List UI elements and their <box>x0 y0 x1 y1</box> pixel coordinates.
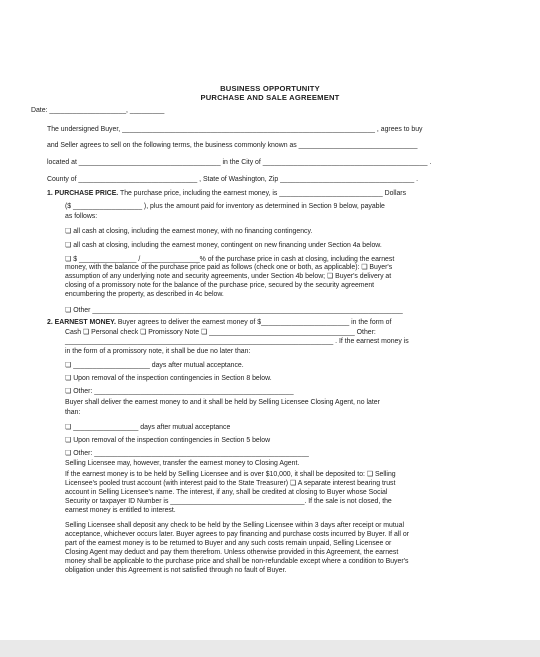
line-text: Date: ____________________, _________ <box>31 107 165 114</box>
document-line <box>65 522 404 530</box>
document-line <box>65 374 272 383</box>
line-text: account in Selling Licensee's name. The interest, if any, shall be credited at closing to Buyer whose Social <box>65 489 388 496</box>
line-text: Other: ____________________________________________________ <box>71 388 294 395</box>
document-line <box>65 567 286 575</box>
document-line <box>65 471 396 479</box>
document-line <box>65 423 230 432</box>
document-line <box>65 540 391 548</box>
line-text: Other: ________________________________________________________ <box>71 450 309 457</box>
line-text: as follows: <box>65 213 98 220</box>
document-line <box>65 387 294 396</box>
document-line <box>47 319 391 327</box>
document-line <box>65 329 376 337</box>
document-line <box>65 213 97 221</box>
line-text: and Seller agrees to sell on the following terms, the business commonly known as _______________________________ <box>47 142 418 149</box>
line-text: acceptance, whichever occurs later. Buyer agrees to pay financing and purchase costs incurred by Buyer. If all or <box>65 531 409 538</box>
line-text: part of the earnest money is to be returned to Buyer and any such costs remain unpaid, Selling Licensee or <box>65 540 392 547</box>
line-text: _________________ days after mutual acceptance <box>71 424 231 431</box>
document-line <box>65 203 385 211</box>
line-text: than: <box>65 409 81 416</box>
document-title: BUSINESS OPPORTUNITY <box>220 84 320 93</box>
document-line <box>65 361 244 370</box>
document-line <box>65 531 409 539</box>
line-text: Buyer agrees to deliver the earnest money of $_______________________ in the form of <box>115 319 392 326</box>
document-line <box>65 489 387 497</box>
line-text: If the earnest money is to be held by Selling Licensee and is over $10,000, it shall be deposited to: ❏ Selling <box>65 471 396 478</box>
document-line <box>65 264 392 272</box>
line-text: Closing Agent may deduct and pay them therefrom. Unless otherwise provided in this Agreement, the earnest <box>65 549 399 556</box>
line-text: assumption of any underlying note and security agreements, under Section 4b below; ❏ Buyer's delivery at <box>65 273 392 280</box>
document-line <box>65 460 299 468</box>
line-text: Other _________________________________________________________________________________ <box>71 307 403 314</box>
line-text: Selling Licensee may, however, transfer the earnest money to Closing Agent. <box>65 460 300 467</box>
line-text: obligation under this Agreement is not satisfied through no fault of Buyer. <box>65 567 287 574</box>
document-line <box>31 107 164 115</box>
document-line <box>65 241 382 250</box>
checkbox-icon[interactable]: ❏ <box>65 227 72 235</box>
document-line <box>65 507 176 515</box>
line-text: $ _______________ / _______________% of the purchase price in cash at closing, including the earnest <box>71 256 395 263</box>
document-line <box>65 291 224 299</box>
document-subtitle: PURCHASE AND SALE AGREEMENT <box>200 93 340 102</box>
line-text: Licensee's pooled trust account (with interest paid to the State Treasurer) ❏ A separate interest bearing trust <box>65 480 396 487</box>
line-text: Buyer shall deliver the earnest money to and it shall be held by Selling Licensee Closing Agent, no later <box>65 399 380 406</box>
line-text: closing of a promissory note for the balance of the purchase price, secured by the security agreement <box>65 282 375 289</box>
line-text: ______________________________________________________________________ . If the earnest money is <box>65 338 409 345</box>
section-heading: 1. PURCHASE PRICE. <box>47 190 119 197</box>
document-line <box>65 409 80 417</box>
document-line <box>47 176 418 184</box>
line-text: Selling Licensee shall deposit any check to be held by the Selling Licensee within 3 days after receipt or mutual <box>65 522 404 529</box>
document-line <box>47 142 417 150</box>
document-line <box>65 498 392 506</box>
line-text: located at _____________________________________ in the City of ___________________________________________ . <box>47 159 432 166</box>
document-line <box>47 126 423 134</box>
checkbox-icon[interactable]: ❏ <box>65 449 72 457</box>
line-text: ____________________ days after mutual acceptance. <box>71 362 244 369</box>
line-text: in the form of a promissory note, it shall be due no later than: <box>65 348 251 355</box>
checkbox-icon[interactable]: ❏ <box>65 361 72 369</box>
checkbox-icon[interactable]: ❏ <box>65 423 72 431</box>
document-line <box>65 282 374 290</box>
line-text: The purchase price, including the earnest money, is ___________________________ Dollars <box>118 190 407 197</box>
line-text: ($ __________________ ), plus the amount paid for inventory as determined in Section 9 below, payable <box>65 203 385 210</box>
document-line <box>65 306 403 315</box>
checkbox-icon[interactable]: ❏ <box>65 436 72 444</box>
line-text: Upon removal of the inspection contingencies in Section 5 below <box>71 437 271 444</box>
line-text: money, with the balance of the purchase price paid as follows (check one or both, as applicable): ❏ Buyer's <box>65 264 393 271</box>
document-line <box>65 273 391 281</box>
line-text: The undersigned Buyer, __________________________________________________________________ , agrees to buy <box>47 126 423 133</box>
page-bottom-shade <box>0 640 540 657</box>
line-text: Cash ❏ Personal check ❏ Promissory Note ❏ ______________________________________ Other: <box>65 329 376 336</box>
line-text: encumbering the property, as described in 4c below. <box>65 291 224 298</box>
checkbox-icon[interactable]: ❏ <box>65 374 72 382</box>
line-text: all cash at closing, including the earnest money, contingent on new financing under Section 4a below. <box>71 242 382 249</box>
document-line <box>65 549 398 557</box>
line-text: Security or taxpayer ID Number is ___________________________________. If the sale is not closed, the <box>65 498 392 505</box>
document-line <box>65 436 270 445</box>
document-line <box>65 449 309 458</box>
document-line <box>47 159 431 167</box>
document-line <box>47 190 406 198</box>
document-line <box>65 338 409 346</box>
checkbox-icon[interactable]: ❏ <box>65 255 72 263</box>
checkbox-icon[interactable]: ❏ <box>65 306 72 314</box>
checkbox-icon[interactable]: ❏ <box>65 387 72 395</box>
section-heading: 2. EARNEST MONEY. <box>47 319 116 326</box>
line-text: Upon removal of the inspection contingencies in Section 8 below. <box>71 375 272 382</box>
line-text: money shall be applicable to the purchase price and shall be non-refundable except where a condition to Buyer's <box>65 558 409 565</box>
document-line <box>65 255 394 264</box>
document-line <box>65 227 312 236</box>
line-text: earnest money is entitled to interest. <box>65 507 176 514</box>
document-line <box>65 480 395 488</box>
document-line <box>65 348 250 356</box>
line-text: all cash at closing, including the earnest money, with no financing contingency. <box>71 228 313 235</box>
checkbox-icon[interactable]: ❏ <box>65 241 72 249</box>
document-line <box>65 399 380 407</box>
document-line <box>65 558 408 566</box>
line-text: County of _______________________________ , State of Washington, Zip ___________________________________ . <box>47 176 419 183</box>
